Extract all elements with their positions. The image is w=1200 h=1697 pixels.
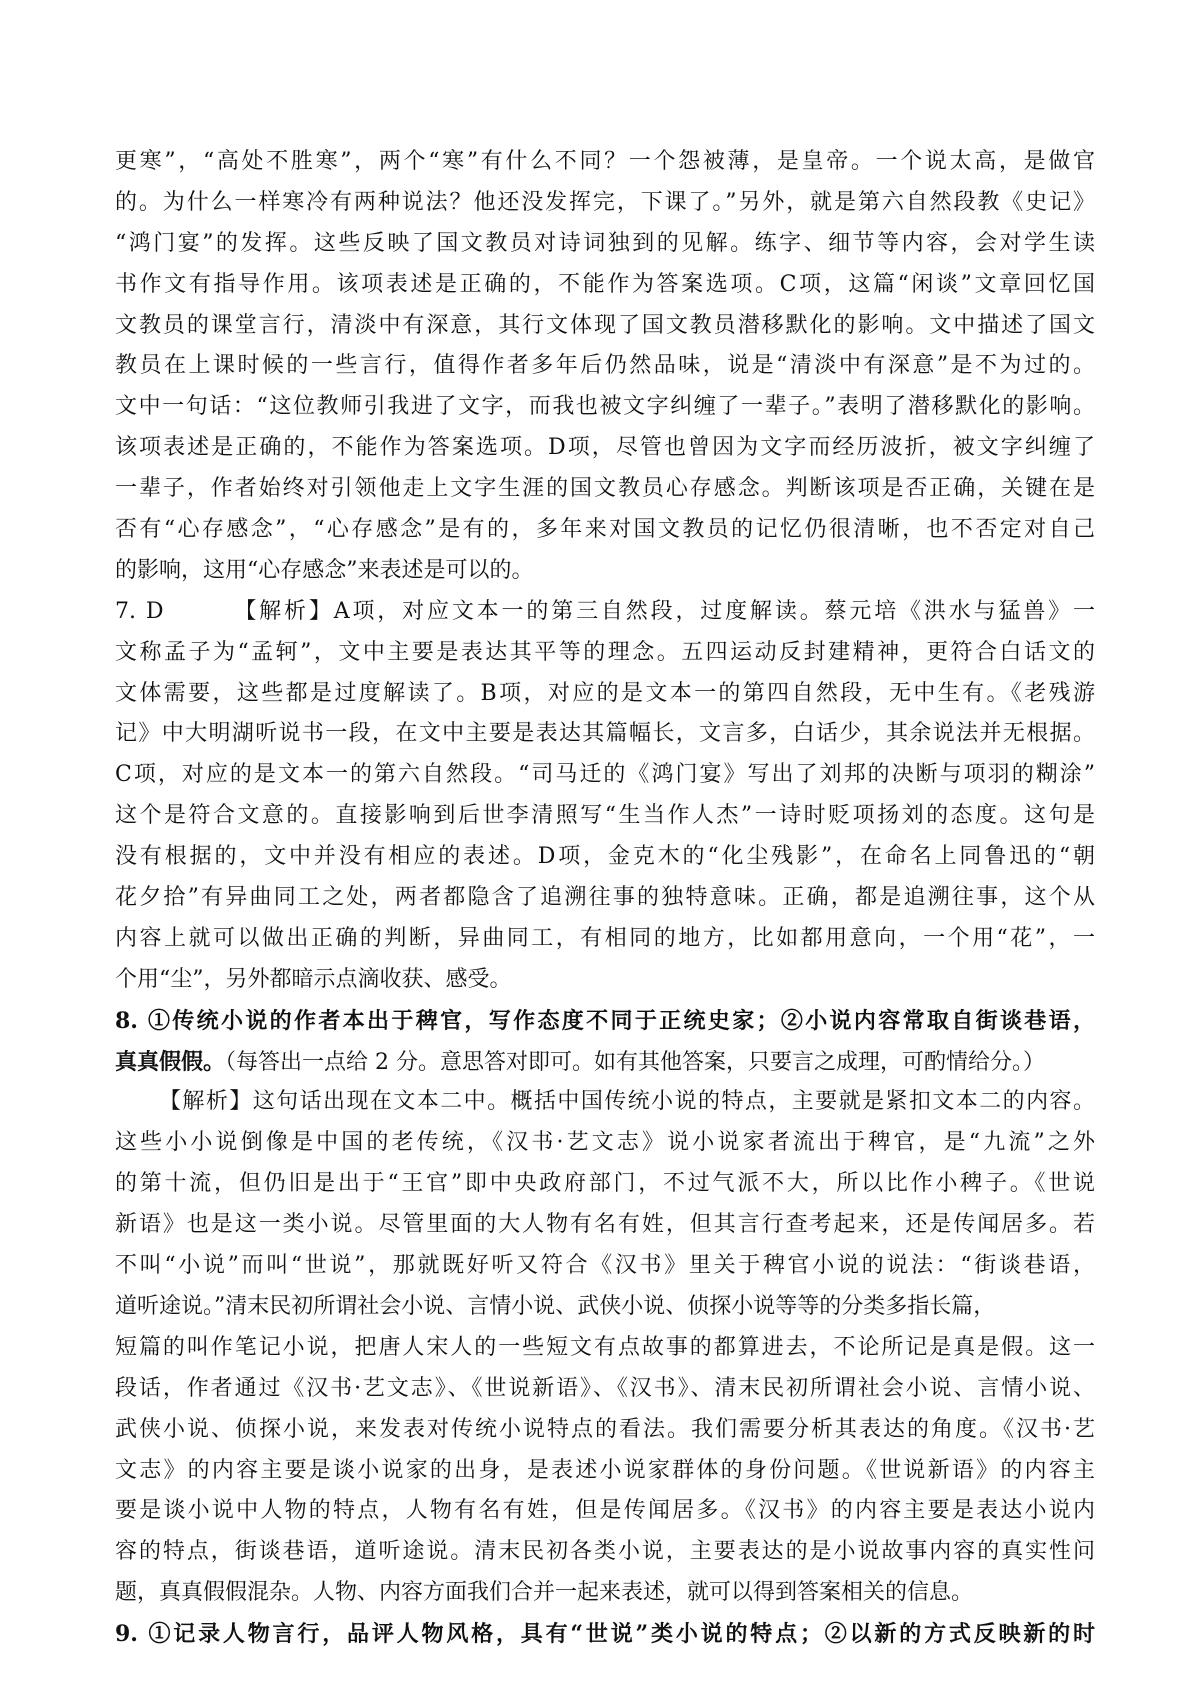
q8-analysis-line: 道听途说。”清末民初所谓社会小说、言情小说、武侠小说、侦探小说等等的分类多指长篇， <box>115 1293 996 1319</box>
q8-analysis-line: 短篇的叫作笔记小说，把唐人宋人的一些短文有点故事的都算进去，不论所记是真是假。这一 <box>115 1334 1095 1360</box>
q8-analysis-line: 段话，作者通过《汉书·艺文志》、《世说新语》、《汉书》、清末民初所谓社会小说、言情小说、 <box>115 1375 1095 1401</box>
text-line: 的影响，这用“心存感念”来表述是可以的。 <box>115 557 534 583</box>
text-line: 否有“心存感念”，“心存感念”是有的，多年来对国文教员的记忆仍很清晰，也不否定对自己 <box>115 517 1095 543</box>
text-line: 一辈子，作者始终对引领他走上文字生涯的国文教员心存感念。判断该项是否正确，关键在是 <box>115 476 1095 502</box>
text-line: “鸿门宴”的发挥。这些反映了国文教员对诗词独到的见解。练字、细节等内容，会对学生读 <box>115 230 1095 256</box>
q9-answer-line: 9. ①记录人物言行，品评人物风格，具有“世说”类小说的特点；②以新的方式反映新的时 <box>115 1621 1095 1648</box>
q8-analysis-line: 新语》也是这一类小说。尽管里面的大人物有名有姓，但其言行查考起来，还是传闻居多。若 <box>115 1212 1095 1238</box>
q8-scoring-note: （每答出一点给 2 分。意思答对即可。如有其他答案，只要言之成理，可酌情给分。） <box>225 1049 1046 1075</box>
q8-analysis-line: 武侠小说、侦探小说，来发表对传统小说特点的看法。我们需要分析其表达的角度。《汉书·艺 <box>115 1416 1095 1442</box>
q8-answer-line: 8. ①传统小说的作者本出于稗官，写作态度不同于正统史家；②小说内容常取自街谈巷语， <box>115 1007 1095 1034</box>
q8-analysis-line: 容的特点，街谈巷语，道听途说。清末民初各类小说，主要表达的是小说故事内容的真实性问 <box>115 1539 1095 1565</box>
text-line: 该项表述是正确的，不能作为答案选项。D项，尽管也曾因为文字而经历波折，被文字纠缠了 <box>115 435 1095 461</box>
q7-line: 记》中大明湖听说书一段，在文中主要是表达其篇幅长，文言多，白话少，其余说法并无根据。 <box>115 721 1095 747</box>
q7-line: 文称孟子为“孟轲”，文中主要是表达其平等的理念。五四运动反封建精神，更符合白话文的 <box>115 639 1095 665</box>
q7-number: 7. D <box>115 598 164 624</box>
text-line: 教员在上课时候的一些言行，值得作者多年后仍然品味，说是“清淡中有深意”是不为过的。 <box>115 353 1095 379</box>
q7-first-line <box>115 592 1095 633</box>
q8-analysis-line: 题，真真假假混杂。人物、内容方面我们合并一起来表述，就可以得到答案相关的信息。 <box>115 1580 974 1606</box>
q8-analysis-line: 【解析】这句话出现在文本二中。概括中国传统小说的特点，主要就是紧扣文本二的内容。 <box>159 1089 1095 1115</box>
q7-line: 内容上就可以做出正确的判断，异曲同工，有相同的地方，比如都用意向，一个用“花”，一 <box>115 925 1095 951</box>
q7-line: 个用“尘”，另外都暗示点滴收获、感受。 <box>115 966 512 992</box>
q7-line: C项，对应的是文本一的第六自然段。“司马迁的《鸿门宴》写出了刘邦的决断与项羽的糊涂” <box>115 762 1095 788</box>
q8-analysis-line: 文志》的内容主要是谈小说家的出身，是表述小说家群体的身份问题。《世说新语》的内容主 <box>115 1457 1095 1483</box>
q7-line: 没有根据的，文中并没有相应的表述。D项，金克木的“化尘残影”，在命名上同鲁迅的“朝 <box>115 844 1095 870</box>
q8-analysis-line: 要是谈小说中人物的特点，人物有名有姓，但是传闻居多。《汉书》的内容主要是表达小说内 <box>115 1498 1095 1524</box>
q7-analysis-start: 【解析】A项，对应文本一的第三自然段，过度解读。蔡元培《洪水与猛兽》一 <box>231 598 1096 624</box>
q7-line: 文体需要，这些都是过度解读了。B项，对应的是文本一的第四自然段，无中生有。《老残游 <box>115 680 1095 706</box>
q7-line: 花夕拾”有异曲同工之处，两者都隐含了追溯往事的独特意味。正确，都是追溯往事，这个从 <box>115 885 1095 911</box>
text-line: 文中一句话：“这位教师引我进了文字，而我也被文字纠缠了一辈子。”表明了潜移默化的影响。 <box>115 394 1095 420</box>
text-line: 更寒”，“高处不胜寒”，两个“寒”有什么不同？一个怨被薄，是皇帝。一个说太高，是做官 <box>115 149 1095 174</box>
q8-analysis-line: 这些小小说倒像是中国的老传统，《汉书·艺文志》说小说家者流出于稗官，是“九流”之外 <box>115 1130 1095 1156</box>
text-line: 文教员的课堂言行，清淡中有深意，其行文体现了国文教员潜移默化的影响。文中描述了国文 <box>115 312 1095 338</box>
q8-analysis-line: 的第十流，但仍旧是出于“王官”即中央政府部门，不过气派不大，所以比作小稗子。《世说 <box>115 1171 1095 1197</box>
text-line: 书作文有指导作用。该项表述是正确的，不能作为答案选项。C项，这篇“闲谈”文章回忆国 <box>115 271 1095 297</box>
q8-answer-line-2 <box>115 1042 1095 1083</box>
q8-analysis-line: 不叫“小说”而叫“世说”，那就既好听又符合《汉书》里关于稗官小说的说法：“街谈巷语， <box>115 1253 1095 1279</box>
text-line: 的。为什么一样寒冷有两种说法？他还没发挥完，下课了。”另外，就是第六自然段教《史记》 <box>115 189 1095 215</box>
answer-text-block <box>115 142 1095 1655</box>
q7-line: 这个是符合文意的。直接影响到后世李清照写“生当作人杰”一诗时贬项扬刘的态度。这句是 <box>115 803 1095 829</box>
q8-answer-bold: 真真假假。 <box>115 1048 226 1075</box>
